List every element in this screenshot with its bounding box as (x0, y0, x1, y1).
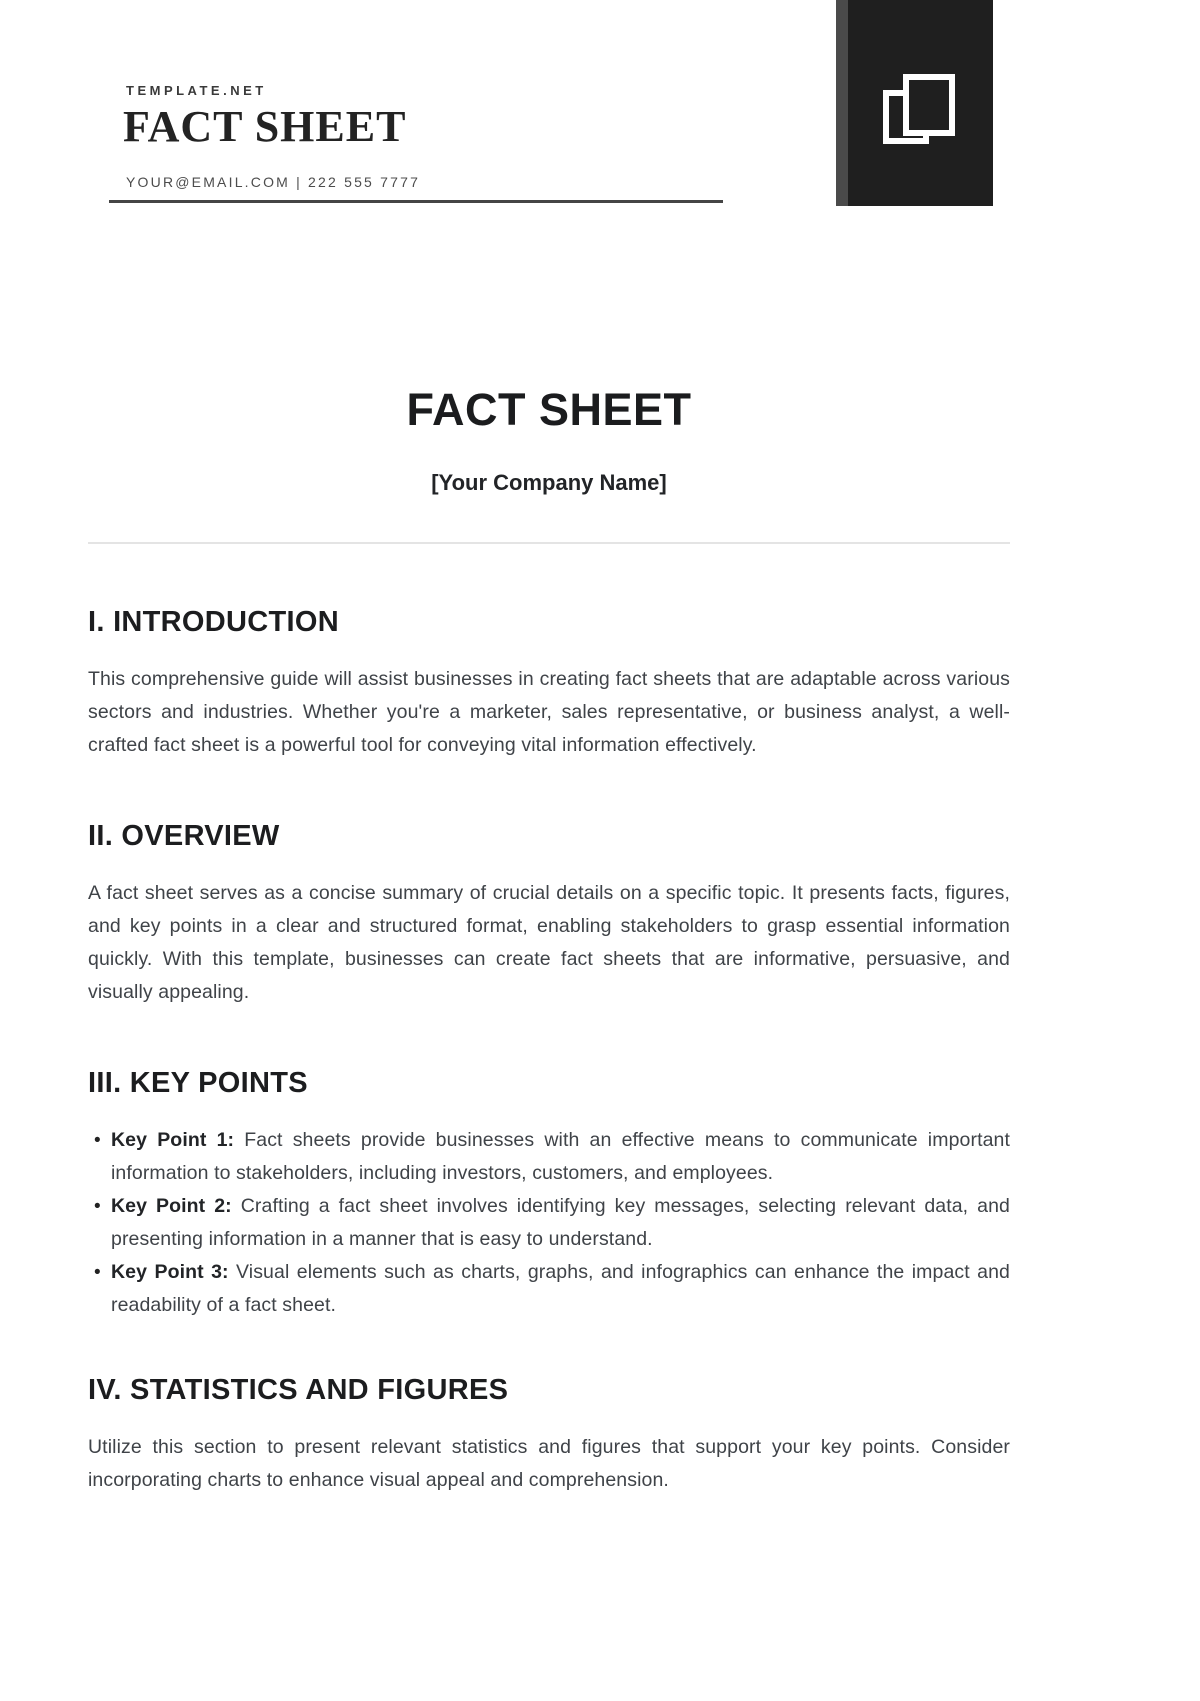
section-statistics-and-figures (88, 1374, 1010, 1497)
overlapping-frames-icon (879, 68, 959, 152)
letterhead-title: FACT SHEET (123, 102, 407, 151)
section-heading-statistics: IV. STATISTICS AND FIGURES (88, 1374, 509, 1406)
key-point-item-2 (88, 1190, 1010, 1256)
letterhead (0, 0, 1200, 206)
document-body (0, 384, 1200, 1497)
key-point-label: Key Point 1: (111, 1129, 235, 1151)
key-point-label: Key Point 3: (111, 1261, 229, 1283)
header-divider (109, 200, 723, 203)
section-heading-introduction: I. INTRODUCTION (88, 606, 339, 638)
key-point-text: Visual elements such as charts, graphs, and infographics can enhance the impact and readability of a fact sheet. (111, 1261, 1010, 1316)
section-introduction (88, 606, 1010, 762)
logo-box (836, 0, 993, 206)
key-point-item-1 (88, 1124, 1010, 1190)
section-key-points (88, 1067, 1010, 1322)
key-point-text: Crafting a fact sheet involves identifying key messages, selecting relevant data, and presenting information in a manner that is easy to understand. (111, 1195, 1010, 1250)
statistics-paragraph: Utilize this section to present relevant statistics and figures that support your key points. Consider incorporating charts to enhance visual appeal and comprehension. (88, 1436, 1010, 1491)
site-name: TEMPLATE.NET (126, 83, 267, 98)
document-title: FACT SHEET (406, 384, 692, 435)
key-point-text: Fact sheets provide businesses with an effective means to communicate important information to stakeholders, including investors, customers, and employees. (111, 1129, 1010, 1184)
section-heading-key-points: III. KEY POINTS (88, 1067, 308, 1099)
section-overview (88, 820, 1010, 1009)
contact-line: YOUR@EMAIL.COM | 222 555 7777 (126, 174, 421, 190)
content-divider (88, 542, 1010, 544)
company-name: [Your Company Name] (431, 470, 667, 495)
section-heading-overview: II. OVERVIEW (88, 820, 280, 852)
overview-paragraph: A fact sheet serves as a concise summary of crucial details on a specific topic. It presents facts, figures, and key points in a clear and structured format, enabling stakeholders to grasp essential information quickly. With this template, businesses can create fact sheets that are informative, persuasive, and visually appealing. (88, 882, 1010, 1003)
key-points-list (88, 1124, 1010, 1322)
introduction-paragraph: This comprehensive guide will assist businesses in creating fact sheets that are adaptable across various sectors and industries. Whether you're a marketer, sales representative, or business analyst, a well-crafted fact sheet is a powerful tool for conveying vital information effectively. (88, 668, 1010, 756)
key-point-label: Key Point 2: (111, 1195, 232, 1217)
key-point-item-3 (88, 1256, 1010, 1322)
